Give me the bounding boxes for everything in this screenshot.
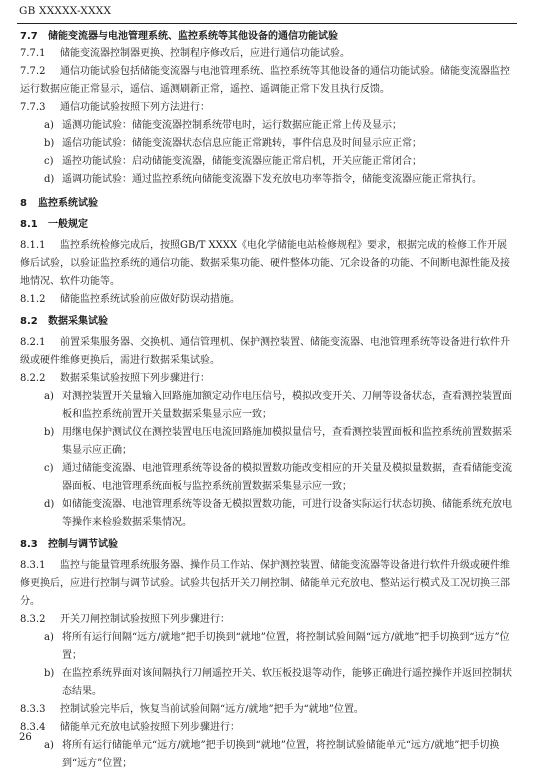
list-item xyxy=(20,737,517,773)
list-marker: c) xyxy=(44,463,54,474)
clause-number: 7.7.2 xyxy=(20,66,46,77)
section-title: 数据采集试验 xyxy=(48,316,108,327)
list-text: 如储能变流器、电池管理系统等设备无模拟置数功能，可进行设备实际运行状态切换、储能系统充放电等操作来检验数据采集情况。 xyxy=(62,499,512,528)
clause-8-1-2 xyxy=(20,291,517,309)
section-title: 一般规定 xyxy=(48,219,88,230)
list-item xyxy=(20,496,517,532)
section-number: 8.3 xyxy=(20,539,38,550)
clause-8-2-2 xyxy=(20,370,517,388)
list-marker: a) xyxy=(44,120,54,131)
list-marker: c) xyxy=(44,156,54,167)
clause-text: 控制试验完毕后，恢复当前试验间隔“远方/就地”把手为“就地”位置。 xyxy=(60,704,364,715)
clause-number: 7.7.3 xyxy=(20,102,46,113)
list-item xyxy=(20,171,517,189)
list-item xyxy=(20,388,517,424)
section-heading-7-7 xyxy=(20,28,517,45)
clause-7-7-1 xyxy=(20,45,517,63)
clause-text: 通信功能试验按照下列方法进行： xyxy=(60,102,210,113)
section-heading-8-2 xyxy=(20,313,517,330)
section-heading-8-3 xyxy=(20,536,517,553)
clause-8-1-1 xyxy=(20,237,517,291)
list-item xyxy=(20,665,517,701)
list-item xyxy=(20,117,517,135)
clause-8-3-1 xyxy=(20,557,517,611)
list-item xyxy=(20,135,517,153)
clause-text: 通信功能试验包括储能变流器与电池管理系统、监控系统等其他设备的通信功能试验。储能变流器监控运行数据应能正常显示，遥信、遥测刷新正常，遥控、遥调能正常下发且执行反馈。 xyxy=(20,66,510,95)
clause-8-3-2 xyxy=(20,611,517,629)
list-marker: d) xyxy=(44,174,55,185)
list-text: 遥测功能试验：储能变流器控制系统带电时，运行数据应能正常上传及显示； xyxy=(62,120,402,131)
list-text: 用继电保护测试仪在测控装置电压电流回路施加模拟量信号，查看测控装置面板和监控系统前置数据采集显示应正确； xyxy=(62,427,512,456)
clause-8-2-1 xyxy=(20,334,517,370)
section-number: 8.1 xyxy=(20,219,38,230)
list-item xyxy=(20,460,517,496)
clause-number: 8.3.4 xyxy=(20,722,46,733)
list-marker: d) xyxy=(44,499,55,510)
clause-number: 8.3.1 xyxy=(20,560,46,571)
list-item xyxy=(20,153,517,171)
clause-number: 8.2.1 xyxy=(20,337,46,348)
list-text: 遥调功能试验：通过监控系统向储能变流器下发充放电功率等指令，储能变流器应能正常执行。 xyxy=(62,174,482,185)
section-number: 7.7 xyxy=(20,31,38,42)
list-marker: a) xyxy=(44,632,54,643)
clause-number: 8.1.1 xyxy=(20,240,46,251)
clause-number: 7.7.1 xyxy=(20,48,46,59)
clause-text: 前置采集服务器、交换机、通信管理机、保护测控装置、储能变流器、电池管理系统等设备进行软件升级或硬件维修更换后，需进行数据采集试验。 xyxy=(20,337,510,366)
clause-8-3-4 xyxy=(20,719,517,737)
section-title: 监控系统试验 xyxy=(38,198,98,209)
clause-7-7-3 xyxy=(20,99,517,117)
list-item xyxy=(20,424,517,460)
clause-text: 开关刀闸控制试验按照下列步骤进行： xyxy=(60,614,230,625)
document-code: GB XXXXX-XXXX xyxy=(19,5,112,17)
clause-text: 储能监控系统试验前应做好防误动措施。 xyxy=(60,294,240,305)
clause-number: 8.2.2 xyxy=(20,373,46,384)
list-marker: a) xyxy=(44,740,54,751)
list-text: 对测控装置开关量输入回路施加额定动作电压信号，模拟改变开关、刀闸等设备状态，查看测控装置面板和监控系统前置开关量数据采集显示应一致； xyxy=(62,391,512,420)
list-text: 通过储能变流器、电池管理系统等设备的模拟置数功能改变相应的开关量及模拟量数据，查看储能变流器面板、电池管理系统面板与监控系统前置数据采集显示应一致； xyxy=(62,463,512,492)
clause-text: 监控与能量管理系统服务器、操作员工作站、保护测控装置、储能变流器等设备进行软件升级或硬件维修更换后，应进行控制与调节试验。试验共包括开关刀闸控制、储能单元充放电、整站运行模式及工况切换三部分。 xyxy=(20,560,510,607)
clause-text: 监控系统检修完成后，按照GB/T XXXX《电化学储能电站检修规程》要求，根据完成的检修工作开展修后试验，以验证监控系统的通信功能、数据采集功能、硬件整体功能、冗余设备的功能、不间断电源性能及接地情况、软件功能等。 xyxy=(20,240,510,287)
clause-text: 储能单元充放电试验按照下列步骤进行： xyxy=(60,722,240,733)
clause-text: 数据采集试验按照下列步骤进行： xyxy=(60,373,210,384)
list-marker: b) xyxy=(44,668,55,679)
list-marker: a) xyxy=(44,391,54,402)
list-text: 将所有运行储能单元“远方/就地”把手切换到“就地”位置，将控制试验储能单元“远方/就地”把手切换到“远方”位置； xyxy=(62,740,500,769)
list-text: 将所有运行间隔“远方/就地”把手切换到“就地”位置，将控制试验间隔“远方/就地”把手切换到“远方”位置； xyxy=(62,632,510,661)
clause-text: 储能变流器控制器更换、控制程序修改后，应进行通信功能试验。 xyxy=(60,48,350,59)
section-number: 8.2 xyxy=(20,316,38,327)
page-content xyxy=(20,28,517,773)
list-text: 遥信功能试验：储能变流器状态信息应能正常跳转，事件信息及时间显示应正常； xyxy=(62,138,422,149)
list-item xyxy=(20,629,517,665)
list-text: 在监控系统界面对该间隔执行刀闸遥控开关、软压板投退等动作，能够正确进行遥控操作并返回控制状态结果。 xyxy=(62,668,512,697)
list-marker: b) xyxy=(44,138,55,149)
clause-7-7-2 xyxy=(20,63,517,99)
clause-number: 8.1.2 xyxy=(20,294,46,305)
page-number: 26 xyxy=(19,732,32,743)
section-heading-8 xyxy=(20,195,517,212)
section-heading-8-1 xyxy=(20,216,517,233)
list-text: 遥控功能试验：启动储能变流器，储能变流器应能正常启机，开关应能正常闭合； xyxy=(62,156,422,167)
section-title: 控制与调节试验 xyxy=(48,539,118,550)
list-marker: b) xyxy=(44,427,55,438)
clause-number: 8.3.2 xyxy=(20,614,46,625)
clause-number: 8.3.3 xyxy=(20,704,46,715)
section-title: 储能变流器与电池管理系统、监控系统等其他设备的通信功能试验 xyxy=(48,31,338,42)
clause-8-3-3 xyxy=(20,701,517,719)
header-divider xyxy=(17,23,517,24)
section-number: 8 xyxy=(20,198,27,209)
